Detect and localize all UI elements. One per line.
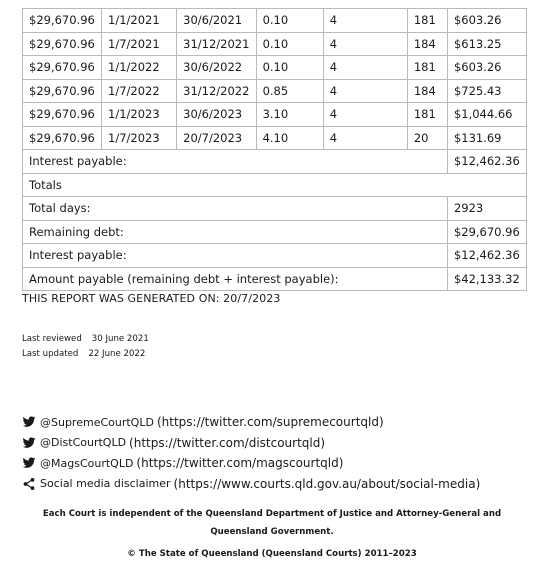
rate-cell: 0.10 <box>256 56 323 80</box>
social-url: (https://twitter.com/supremecourtqld) <box>156 415 384 430</box>
interest-payable-total-row <box>23 244 527 268</box>
end-date-cell: 31/12/2021 <box>177 32 256 56</box>
twitter-icon <box>22 436 36 450</box>
interest-payable-value: $12,462.36 <box>447 150 526 174</box>
interest-cell: $725.43 <box>447 79 526 103</box>
last-reviewed-date: 30 June 2021 <box>91 334 149 344</box>
factor-cell: 4 <box>323 9 407 33</box>
social-link-supreme-court[interactable] <box>22 412 480 433</box>
last-updated <box>22 349 145 359</box>
totals-row <box>23 173 527 197</box>
table-row <box>23 32 527 56</box>
table-row <box>23 103 527 127</box>
days-cell: 184 <box>407 32 447 56</box>
days-cell: 181 <box>407 103 447 127</box>
start-date-cell: 1/7/2022 <box>102 79 177 103</box>
principal-cell: $29,670.96 <box>23 103 102 127</box>
twitter-icon <box>22 415 36 429</box>
social-link-magistrates-court[interactable] <box>22 453 480 474</box>
social-url: (https://twitter.com/distcourtqld) <box>129 435 326 450</box>
table-row <box>23 126 527 150</box>
rate-cell: 0.85 <box>256 79 323 103</box>
twitter-icon <box>22 456 36 470</box>
amount-payable-label: Amount payable (remaining debt + interest payable): <box>23 267 448 291</box>
social-media-disclaimer-link[interactable] <box>22 474 480 495</box>
start-date-cell: 1/1/2023 <box>102 103 177 127</box>
interest-payable-total-value: $12,462.36 <box>447 244 526 268</box>
court-independence-note: Each Court is independent of the Queensland Department of Justice and Attorney-General and Queensland Government. <box>42 509 502 537</box>
principal-cell: $29,670.96 <box>23 56 102 80</box>
amount-payable-row <box>23 267 527 291</box>
total-days-row <box>23 197 527 221</box>
copyright-notice: © The State of Queensland (Queensland Courts) 2011–2023 <box>127 549 417 559</box>
social-handle: Social media disclaimer <box>40 477 171 491</box>
remaining-debt-value: $29,670.96 <box>447 220 526 244</box>
interest-cell: $603.26 <box>447 9 526 33</box>
days-cell: 184 <box>407 79 447 103</box>
remaining-debt-label: Remaining debt: <box>23 220 448 244</box>
factor-cell: 4 <box>323 56 407 80</box>
end-date-cell: 30/6/2021 <box>177 9 256 33</box>
social-url: (https://twitter.com/magscourtqld) <box>136 456 344 471</box>
interest-cell: $1,044.66 <box>447 103 526 127</box>
end-date-cell: 31/12/2022 <box>177 79 256 103</box>
principal-cell: $29,670.96 <box>23 79 102 103</box>
interest-payable-total-label: Interest payable: <box>23 244 448 268</box>
interest-cell: $603.26 <box>447 56 526 80</box>
factor-cell: 4 <box>323 103 407 127</box>
report-generated-text: THIS REPORT WAS GENERATED ON: 20/7/2023 <box>22 292 281 305</box>
days-cell: 181 <box>407 56 447 80</box>
principal-cell: $29,670.96 <box>23 126 102 150</box>
end-date-cell: 30/6/2023 <box>177 103 256 127</box>
last-updated-label: Last updated <box>22 349 79 359</box>
social-handle: @SupremeCourtQLD <box>40 415 154 429</box>
end-date-cell: 20/7/2023 <box>177 126 256 150</box>
factor-cell: 4 <box>323 79 407 103</box>
remaining-debt-row <box>23 220 527 244</box>
interest-calculation-table <box>22 8 527 291</box>
start-date-cell: 1/7/2023 <box>102 126 177 150</box>
rate-cell: 0.10 <box>256 32 323 56</box>
total-days-label: Total days: <box>23 197 448 221</box>
interest-payable-label: Interest payable: <box>23 150 448 174</box>
amount-payable-value: $42,133.32 <box>447 267 526 291</box>
end-date-cell: 30/6/2022 <box>177 56 256 80</box>
table-row <box>23 9 527 33</box>
interest-cell: $131.69 <box>447 126 526 150</box>
days-cell: 181 <box>407 9 447 33</box>
factor-cell: 4 <box>323 32 407 56</box>
rate-cell: 0.10 <box>256 9 323 33</box>
interest-cell: $613.25 <box>447 32 526 56</box>
start-date-cell: 1/1/2021 <box>102 9 177 33</box>
total-days-value: 2923 <box>447 197 526 221</box>
last-updated-date: 22 June 2022 <box>88 349 146 359</box>
last-reviewed-label: Last reviewed <box>22 334 82 344</box>
start-date-cell: 1/7/2021 <box>102 32 177 56</box>
social-url: (https://www.courts.qld.gov.au/about/social-media) <box>173 476 481 491</box>
days-cell: 20 <box>407 126 447 150</box>
social-handle: @MagsCourtQLD <box>40 456 134 470</box>
interest-payable-row <box>23 150 527 174</box>
principal-cell: $29,670.96 <box>23 9 102 33</box>
factor-cell: 4 <box>323 126 407 150</box>
rate-cell: 3.10 <box>256 103 323 127</box>
principal-cell: $29,670.96 <box>23 32 102 56</box>
social-links <box>22 412 480 494</box>
last-reviewed <box>22 334 149 344</box>
social-handle: @DistCourtQLD <box>40 436 127 450</box>
table-row <box>23 56 527 80</box>
rate-cell: 4.10 <box>256 126 323 150</box>
social-link-district-court[interactable] <box>22 433 480 454</box>
share-icon <box>22 477 36 491</box>
start-date-cell: 1/1/2022 <box>102 56 177 80</box>
totals-heading: Totals <box>23 173 527 197</box>
table-row <box>23 79 527 103</box>
